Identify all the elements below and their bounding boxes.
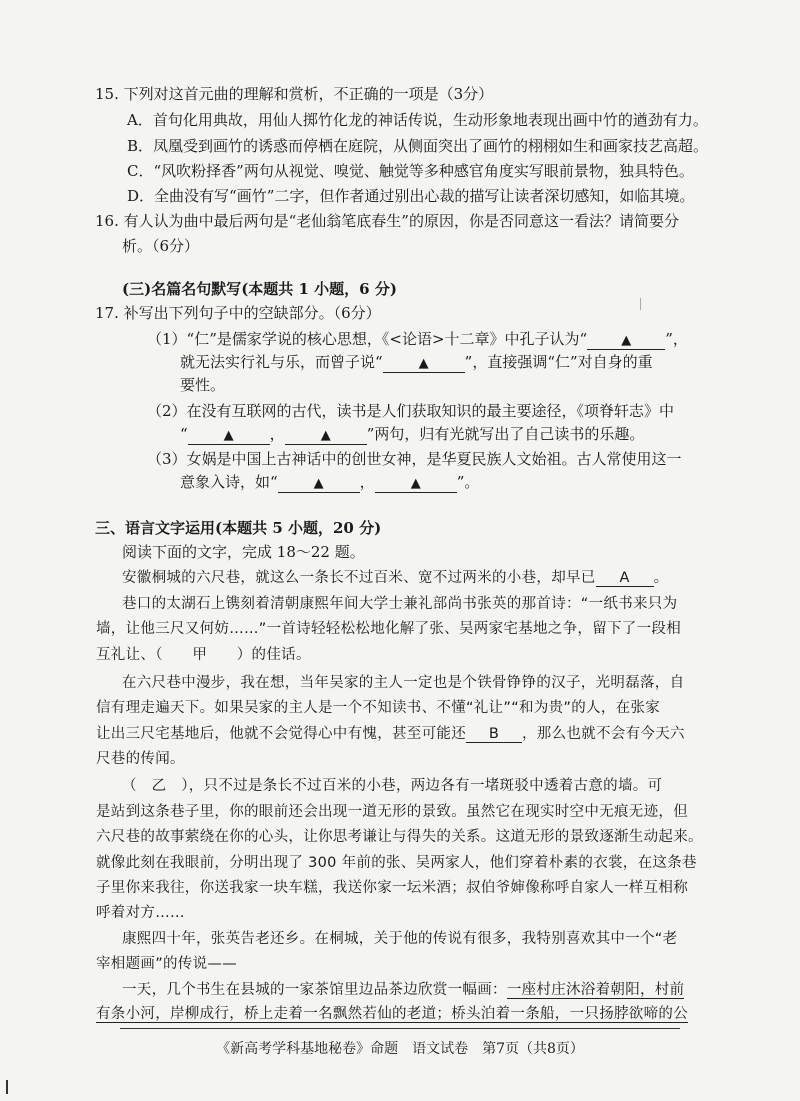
part-3-title: 三、语言文字运用(本题共 5 小题，20 分) [95, 519, 382, 537]
blank-a[interactable]: A [596, 570, 654, 587]
passage-line-10: 是站到这条巷子里，你的眼前还会出现一道无形的景致。虽然它在现实时空中无痕无迹，但 [96, 804, 688, 820]
underlined-text: 一座村庄沐浴着朝阳，村前 [506, 982, 685, 998]
q15-option-c: C．“风吹粉择香”两句从视觉、嗅觉、触觉等多种感官角度实写眼前景物，独具特色。 [127, 162, 694, 180]
q17-item3-line2: 意象入诗，如“ ▲ ， ▲ ”。 [180, 473, 480, 491]
answer-blank-6[interactable]: ▲ [375, 474, 457, 493]
passage-line-8: 尺巷的传闻。 [96, 751, 185, 767]
passage-line-15: 康熙四十年，张英告老还乡。在桐城，关于他的传说有很多，我特别喜欢其中一个“老 [122, 931, 678, 947]
passage-line-4: 互礼让、（ 甲 ）的佳话。 [96, 647, 311, 663]
scan-mark [6, 1080, 8, 1094]
q15-option-b: B．凤凰受到画竹的诱惑而停栖在庭院，从侧面突出了画竹的栩栩如生和画家技艺高超。 [127, 137, 709, 155]
q16-stem: 16. 有人认为曲中最后两句是“老仙翁笔底春生”的原因，你是否同意这一看法？请简要分 [95, 212, 679, 230]
q15-option-d: D．全曲没有写“画竹”二字，但作者通过别出心裁的描写让读者深切感知，如临其境。 [127, 187, 695, 205]
passage-line-2: 巷口的太湖石上镌刻着清朝康熙年间大学士兼礼部尚书张英的那首诗：“一纸书来只为 [122, 596, 678, 612]
passage-line-12: 就像此刻在我眼前，分明出现了 300 年前的张、吴两家人，他们穿着朴素的衣裳，在这条巷 [96, 855, 697, 871]
passage-line-13: 子里你来我往，你送我家一块车糕，我送你家一坛米酒；叔伯爷婶像称呼自家人一样互相称 [96, 880, 688, 896]
passage-line-1: 安徽桐城的六尺巷，就这么一条长不过百米、宽不过两米的小巷，却早已 A 。 [122, 570, 669, 586]
q15-stem: 15. 下列对这首元曲的理解和赏析，不正确的一项是（3分） [95, 85, 494, 103]
q17-item1-line2: 就无法实行礼与乐，而曾子说“ ▲ ”，直接强调“仁”对自身的重 [180, 353, 653, 371]
passage-line-11: 六尺巷的故事萦绕在你的心头，让你思考谦让与得失的关系。这道无形的景致逐渐生动起来。 [96, 829, 703, 845]
passage-line-18: 有条小河，岸柳成行，桥上走着一名飘然若仙的老道；桥头泊着一条船，一只扬脖欲啼的公 [96, 1006, 688, 1022]
answer-blank-5[interactable]: ▲ [278, 474, 360, 493]
passage-line-14: 呼着对方…… [96, 905, 185, 921]
page-footer: 《新高考学科基地秘卷》命题 语文试卷 第7页（共8页） [216, 1041, 584, 1057]
answer-blank-1[interactable]: ▲ [587, 331, 665, 350]
answer-blank-2[interactable]: ▲ [383, 354, 465, 373]
q17-stem: 17. 补写出下列句子中的空缺部分。（6分） [95, 304, 381, 322]
blank-b[interactable]: B [466, 726, 522, 743]
passage-line-3: 墙，让他三尺又何妨……”一首诗轻轻松松地化解了张、吴两家宅基地之争，留下了一段相 [96, 621, 682, 637]
q17-item3-line1: （3）女娲是中国上古神话中的创世女神，是华夏民族人文始祖。古人常使用这一 [147, 450, 682, 468]
passage-line-17: 一天，几个书生在县城的一家茶馆里边品茶边欣赏一幅画：一座村庄沐浴着朝阳，村前 [122, 982, 685, 998]
q17-item1-line3: 要性。 [180, 376, 226, 394]
q17-item2-line2: “ ▲ ， ▲ ”两句，归有光就写出了自己读书的乐趣。 [180, 425, 645, 443]
passage-line-7: 让出三尺宅基地后，他就不会觉得心中有愧，甚至可能还 B ，那么也就不会有今天六 [96, 726, 685, 742]
q17-item2-line1: （2）在没有互联网的古代，读书是人们获取知识的最主要途径，《项脊轩志》中 [147, 402, 675, 420]
scan-mark [640, 298, 641, 310]
q17-item1-line1: （1）“仁”是儒家学说的核心思想，《<论语>十二章》中孔子认为“ ▲ ”， [147, 330, 688, 348]
footer-divider [120, 1028, 680, 1029]
q16-stem-cont: 析。（6分） [122, 237, 200, 255]
answer-blank-4[interactable]: ▲ [285, 426, 367, 445]
passage-line-6: 信有理走遍天下。如果吴家的主人是一个不知读书、不懂“礼让”“和为贵”的人，在张家 [96, 700, 661, 716]
passage-line-16: 宰相题画”的传说—— [96, 956, 238, 972]
part-3-intro: 阅读下面的文字，完成 18～22 题。 [122, 543, 365, 561]
q15-option-a: A．首句化用典故，用仙人掷竹化龙的神话传说，生动形象地表现出画中竹的遒劲有力。 [127, 111, 708, 129]
passage-line-5: 在六尺巷中漫步，我在想，当年吴家的主人一定也是个铁骨铮铮的汉子，光明磊落，自 [122, 675, 685, 691]
section-3-title: (三)名篇名句默写(本题共 1 小题，6 分) [122, 280, 397, 298]
passage-line-9: （ 乙 ），只不过是条长不过百米的小巷，两边各有一堵斑驳中透着古意的墙。可 [122, 778, 663, 794]
answer-blank-3[interactable]: ▲ [188, 426, 270, 445]
